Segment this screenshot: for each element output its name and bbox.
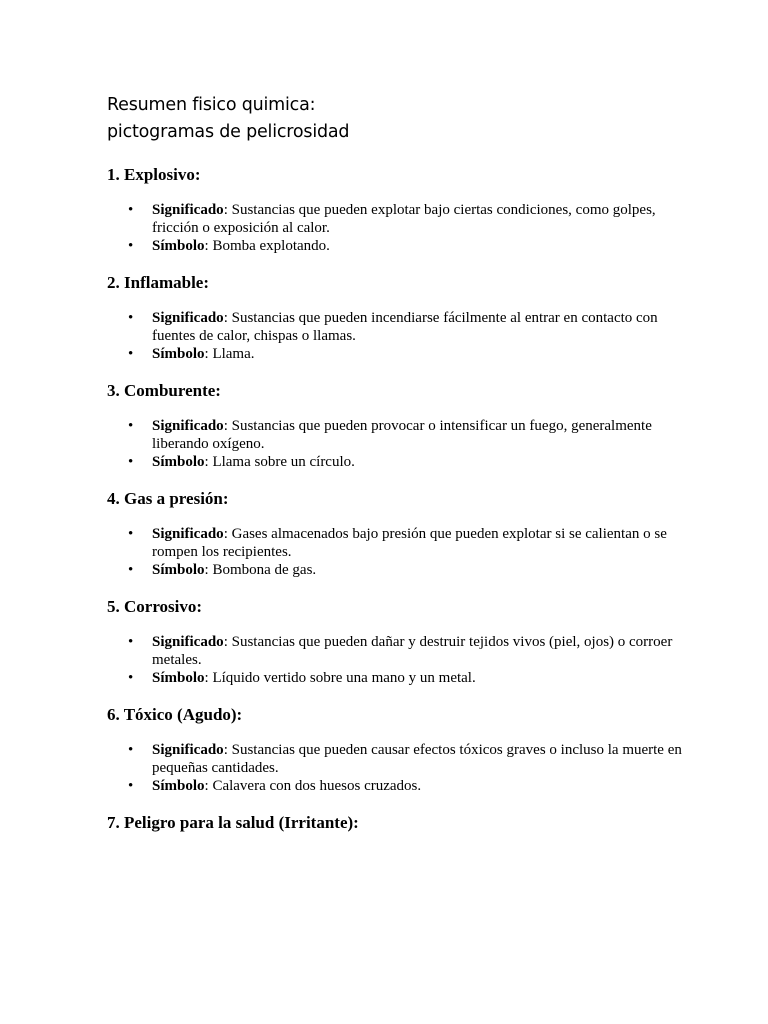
section-peligro-salud: [107, 812, 687, 834]
bullet-icon: •: [128, 310, 134, 326]
list-item-meaning: [107, 633, 687, 669]
list-item-meaning: [107, 741, 687, 777]
section-corrosivo: [107, 596, 687, 687]
meaning-label: Significado: [152, 310, 224, 326]
meaning-text: Sustancias que pueden explotar bajo ciertas condiciones, como golpes, fricción o exposición al calor.: [152, 202, 656, 236]
list-item-meaning: [107, 525, 687, 561]
symbol-label: Símbolo: [152, 238, 205, 254]
document-title-line-1: Resumen fisico quimica:: [107, 95, 316, 115]
bullet-icon: •: [128, 454, 134, 470]
bullet-list: [107, 417, 687, 471]
separator: :: [223, 418, 232, 434]
bullet-list: [107, 201, 687, 255]
section-toxico-agudo: [107, 704, 687, 795]
list-item-meaning: [107, 309, 687, 345]
symbol-label: Símbolo: [152, 778, 205, 794]
meaning-text: Sustancias que pueden causar efectos tóxicos graves o incluso la muerte en pequeñas cantidades.: [152, 742, 682, 776]
symbol-label: Símbolo: [152, 346, 205, 362]
section-comburente: [107, 380, 687, 471]
bullet-icon: •: [128, 238, 134, 254]
meaning-label: Significado: [152, 742, 224, 758]
separator: :: [223, 634, 232, 650]
symbol-label: Símbolo: [152, 562, 205, 578]
symbol-text: Bombona de gas.: [212, 562, 317, 578]
meaning-label: Significado: [152, 634, 224, 650]
bullet-icon: •: [128, 562, 134, 578]
separator: :: [223, 202, 232, 218]
separator: :: [204, 562, 213, 578]
section-heading: 7. Peligro para la salud (Irritante):: [107, 813, 359, 832]
separator: :: [204, 238, 213, 254]
section-heading: 3. Comburente:: [107, 381, 221, 400]
bullet-icon: •: [128, 526, 134, 542]
bullet-icon: •: [128, 670, 134, 686]
section-heading: 6. Tóxico (Agudo):: [107, 705, 243, 724]
section-heading: 2. Inflamable:: [107, 273, 209, 292]
symbol-label: Símbolo: [152, 670, 205, 686]
meaning-text: Sustancias que pueden provocar o intensificar un fuego, generalmente liberando oxígeno.: [152, 418, 652, 452]
symbol-text: Bomba explotando.: [212, 238, 330, 254]
symbol-text: Llama.: [212, 346, 255, 362]
bullet-list: [107, 525, 687, 579]
section-gas-a-presion: [107, 488, 687, 579]
meaning-label: Significado: [152, 202, 224, 218]
section-explosivo: [107, 164, 687, 255]
section-heading: 1. Explosivo:: [107, 165, 201, 184]
separator: :: [223, 526, 232, 542]
meaning-text: Gases almacenados bajo presión que pueden explotar si se calientan o se rompen los recipientes.: [152, 526, 667, 560]
symbol-text: Llama sobre un círculo.: [212, 454, 355, 470]
document-page: [107, 92, 687, 849]
symbol-text: Líquido vertido sobre una mano y un metal.: [212, 670, 476, 686]
symbol-text: Calavera con dos huesos cruzados.: [212, 778, 422, 794]
separator: :: [223, 310, 232, 326]
list-item-symbol: [107, 345, 687, 363]
meaning-text: Sustancias que pueden incendiarse fácilmente al entrar en contacto con fuentes de calor, chispas o llamas.: [152, 310, 658, 344]
section-heading: 4. Gas a presión:: [107, 489, 229, 508]
meaning-label: Significado: [152, 526, 224, 542]
bullet-list: [107, 633, 687, 687]
list-item-symbol: [107, 777, 687, 795]
bullet-icon: •: [128, 634, 134, 650]
list-item-symbol: [107, 561, 687, 579]
symbol-label: Símbolo: [152, 454, 205, 470]
document-title-line-2: pictogramas de pelicrosidad: [107, 122, 350, 142]
document-title: [107, 92, 687, 146]
bullet-icon: •: [128, 742, 134, 758]
bullet-list: [107, 309, 687, 363]
list-item-meaning: [107, 201, 687, 237]
meaning-label: Significado: [152, 418, 224, 434]
section-heading: 5. Corrosivo:: [107, 597, 203, 616]
separator: :: [223, 742, 232, 758]
bullet-icon: •: [128, 202, 134, 218]
bullet-icon: •: [128, 778, 134, 794]
separator: :: [204, 346, 213, 362]
meaning-text: Sustancias que pueden dañar y destruir tejidos vivos (piel, ojos) o corroer metales.: [152, 634, 673, 668]
list-item-symbol: [107, 669, 687, 687]
separator: :: [204, 778, 213, 794]
bullet-list: [107, 741, 687, 795]
bullet-icon: •: [128, 346, 134, 362]
list-item-meaning: [107, 417, 687, 453]
bullet-icon: •: [128, 418, 134, 434]
list-item-symbol: [107, 237, 687, 255]
separator: :: [204, 670, 213, 686]
section-inflamable: [107, 272, 687, 363]
list-item-symbol: [107, 453, 687, 471]
separator: :: [204, 454, 213, 470]
